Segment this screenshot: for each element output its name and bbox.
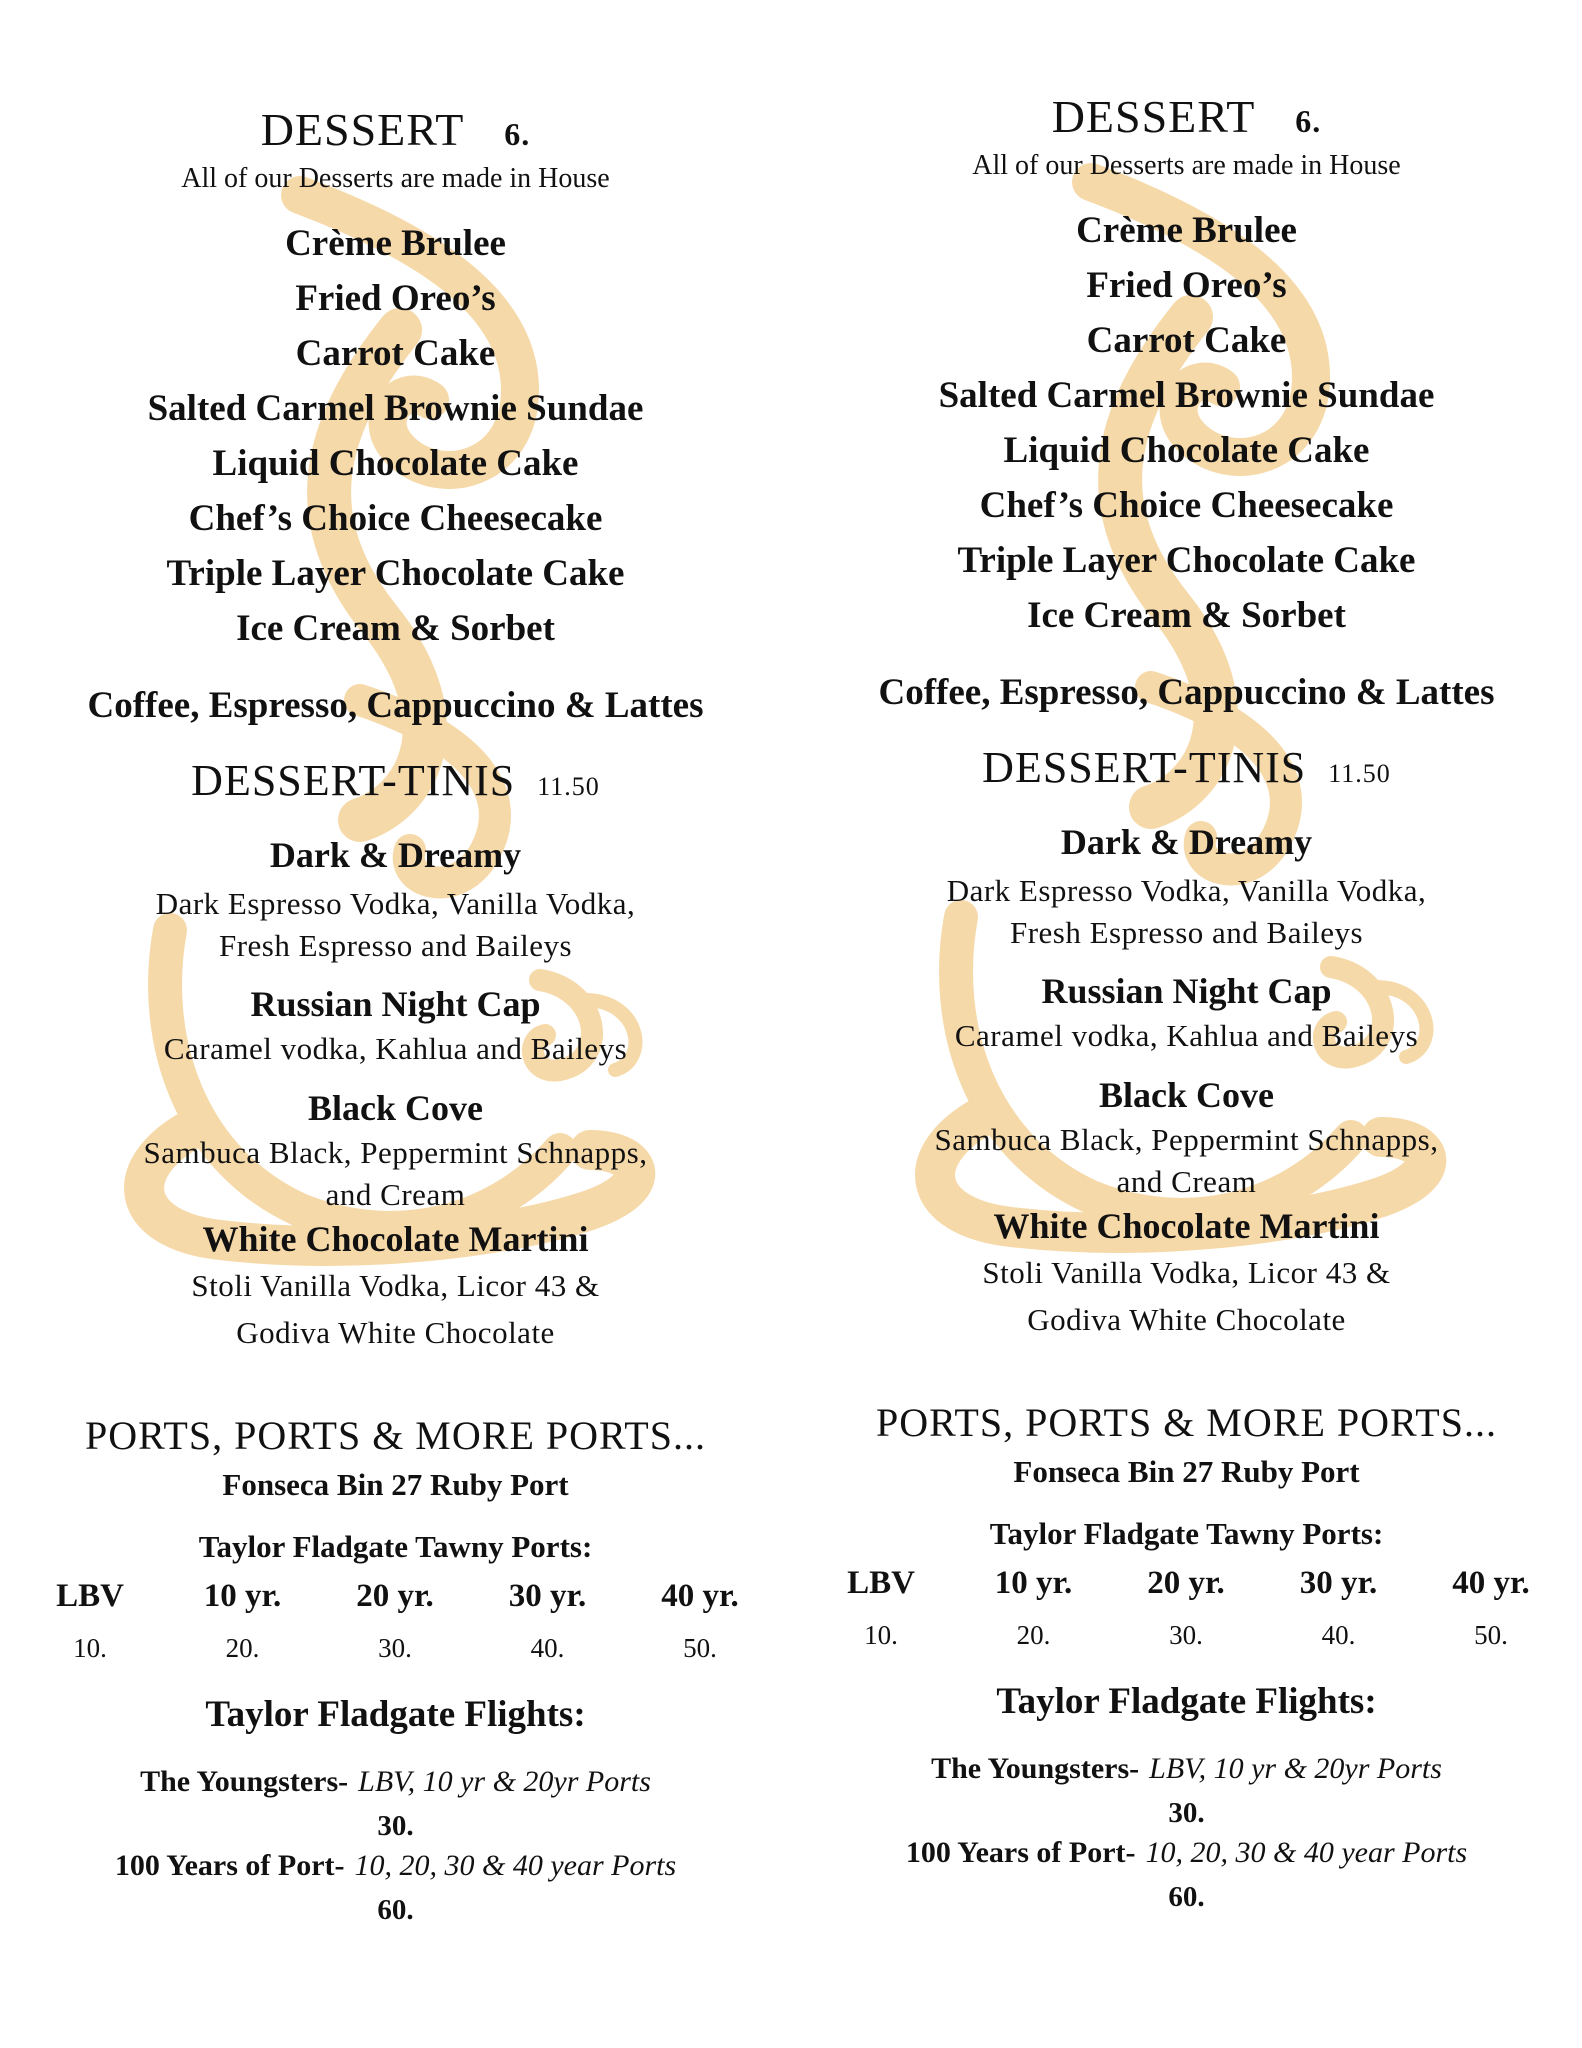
tawny-header: 30 yr. xyxy=(1299,1565,1378,1601)
drink-desc: Godiva White Chocolate xyxy=(1027,1302,1346,1337)
flight-name: The Youngsters- xyxy=(931,1752,1140,1785)
dessert-price: 6. xyxy=(504,116,531,152)
ports-heading: PORTS, PORTS & MORE PORTS... xyxy=(85,1413,706,1458)
flight-desc: 10, 20, 30 & 40 year Ports xyxy=(354,1849,677,1882)
tawny-price: 20. xyxy=(225,1633,260,1663)
dessert-item: Carrot Cake xyxy=(295,333,496,374)
dessert-item: Fried Oreo’s xyxy=(1086,265,1287,306)
flight-name: 100 Years of Port- xyxy=(905,1836,1136,1869)
tawny-price: 40. xyxy=(530,1633,565,1663)
drink-desc: Dark Espresso Vodka, Vanilla Vodka, xyxy=(155,886,636,921)
flight-row xyxy=(0,1765,791,1799)
flight-name: The Youngsters- xyxy=(140,1765,349,1798)
drink-desc: Godiva White Chocolate xyxy=(236,1315,555,1350)
drink-desc: Stoli Vanilla Vodka, Licor 43 & xyxy=(982,1255,1391,1290)
coffee-line: Coffee, Espresso, Cappuccino & Lattes xyxy=(87,685,704,726)
tawny-price-row xyxy=(30,1633,760,1664)
drink-desc: Sambuca Black, Peppermint Schnapps, xyxy=(143,1135,648,1170)
drink-desc: and Cream xyxy=(1116,1164,1257,1199)
tawny-header: 40 yr. xyxy=(1452,1565,1530,1601)
dessert-item: Liquid Chocolate Cake xyxy=(212,443,579,484)
tawny-price: 30. xyxy=(1169,1620,1203,1650)
tawny-heading: Taylor Fladgate Tawny Ports: xyxy=(989,1516,1384,1551)
drink-name: Black Cove xyxy=(308,1088,483,1128)
flight-price: 60. xyxy=(377,1894,414,1926)
dessert-item: Triple Layer Chocolate Cake xyxy=(957,540,1416,581)
dessert-item: Ice Cream & Sorbet xyxy=(1027,595,1346,636)
tawny-header: 30 yr. xyxy=(508,1578,587,1614)
dessert-item: Ice Cream & Sorbet xyxy=(236,608,555,649)
dessert-item: Liquid Chocolate Cake xyxy=(1003,430,1370,471)
dessert-item: Triple Layer Chocolate Cake xyxy=(166,553,625,594)
flight-name: 100 Years of Port- xyxy=(114,1849,345,1882)
tawny-price: 30. xyxy=(378,1633,412,1663)
flight-row xyxy=(0,1849,791,1883)
dessert-item: Salted Carmel Brownie Sundae xyxy=(938,375,1435,416)
flight-price: 30. xyxy=(377,1810,414,1842)
flight-desc: 10, 20, 30 & 40 year Ports xyxy=(1145,1836,1468,1869)
drink-name: White Chocolate Martini xyxy=(993,1206,1380,1246)
dessert-item: Carrot Cake xyxy=(1086,320,1287,361)
drink-desc: Sambuca Black, Peppermint Schnapps, xyxy=(934,1122,1439,1157)
flights-heading: Taylor Fladgate Flights: xyxy=(996,1681,1377,1722)
dessert-item: Crème Brulee xyxy=(1076,210,1297,251)
dessert-title: DESSERT xyxy=(1051,91,1256,142)
tinis-title: DESSERT-TINIS xyxy=(982,743,1307,792)
tawny-price-row xyxy=(821,1620,1551,1651)
tawny-price: 50. xyxy=(1474,1620,1508,1650)
tawny-header-row xyxy=(821,1565,1551,1602)
drink-desc: Dark Espresso Vodka, Vanilla Vodka, xyxy=(946,873,1427,908)
dessert-item: Salted Carmel Brownie Sundae xyxy=(147,388,644,429)
tinis-heading xyxy=(0,755,791,806)
drink-desc: Caramel vodka, Kahlua and Baileys xyxy=(954,1018,1419,1053)
tawny-header: 10 yr. xyxy=(994,1565,1073,1601)
tawny-header: 40 yr. xyxy=(661,1578,739,1614)
dessert-item: Chef’s Choice Cheesecake xyxy=(979,485,1394,526)
tawny-price: 20. xyxy=(1016,1620,1051,1650)
flight-row xyxy=(791,1752,1582,1786)
flight-desc: LBV, 10 yr & 20yr Ports xyxy=(1149,1752,1442,1785)
drink-name: Russian Night Cap xyxy=(250,984,541,1024)
ruby-port: Fonseca Bin 27 Ruby Port xyxy=(222,1467,569,1502)
tinis-price: 11.50 xyxy=(1328,759,1391,788)
drink-desc: Caramel vodka, Kahlua and Baileys xyxy=(163,1031,628,1066)
tawny-price: 50. xyxy=(683,1633,717,1663)
flights-heading: Taylor Fladgate Flights: xyxy=(205,1694,586,1735)
drink-name: Dark & Dreamy xyxy=(1060,822,1313,862)
tawny-price: 40. xyxy=(1321,1620,1356,1650)
drink-desc: Fresh Espresso and Baileys xyxy=(218,928,573,963)
tawny-header-row xyxy=(30,1578,760,1615)
dessert-title: DESSERT xyxy=(260,104,465,155)
flight-row xyxy=(791,1836,1582,1870)
dessert-item: Fried Oreo’s xyxy=(295,278,496,319)
tinis-heading xyxy=(791,742,1582,793)
tinis-title: DESSERT-TINIS xyxy=(191,756,516,805)
tawny-price: 10. xyxy=(864,1620,898,1650)
tawny-heading: Taylor Fladgate Tawny Ports: xyxy=(198,1529,593,1564)
tawny-price: 10. xyxy=(73,1633,107,1663)
tawny-header: 20 yr. xyxy=(356,1578,434,1614)
dessert-item: Chef’s Choice Cheesecake xyxy=(188,498,603,539)
ruby-port: Fonseca Bin 27 Ruby Port xyxy=(1013,1454,1360,1489)
tawny-header: LBV xyxy=(56,1578,124,1614)
menu-panel-right xyxy=(791,0,1582,2035)
dessert-heading xyxy=(0,103,791,156)
dessert-price: 6. xyxy=(1295,103,1322,139)
dessert-heading xyxy=(791,90,1582,143)
tawny-header: 20 yr. xyxy=(1147,1565,1225,1601)
drink-name: Black Cove xyxy=(1099,1075,1274,1115)
ports-heading: PORTS, PORTS & MORE PORTS... xyxy=(876,1400,1497,1445)
dessert-note: All of our Desserts are made in House xyxy=(181,163,610,194)
dessert-item: Crème Brulee xyxy=(285,223,506,264)
flight-price: 30. xyxy=(1168,1797,1205,1829)
tawny-header: 10 yr. xyxy=(203,1578,282,1614)
drink-name: Russian Night Cap xyxy=(1041,971,1332,1011)
flight-desc: LBV, 10 yr & 20yr Ports xyxy=(358,1765,651,1798)
drink-name: White Chocolate Martini xyxy=(202,1219,589,1259)
drink-desc: Stoli Vanilla Vodka, Licor 43 & xyxy=(191,1268,600,1303)
tinis-price: 11.50 xyxy=(537,772,600,801)
drink-desc: and Cream xyxy=(325,1177,466,1212)
drink-name: Dark & Dreamy xyxy=(269,835,522,875)
flight-price: 60. xyxy=(1168,1881,1205,1913)
tawny-header: LBV xyxy=(847,1565,915,1601)
coffee-line: Coffee, Espresso, Cappuccino & Lattes xyxy=(878,672,1495,713)
dessert-note: All of our Desserts are made in House xyxy=(972,150,1401,181)
drink-desc: Fresh Espresso and Baileys xyxy=(1009,915,1364,950)
